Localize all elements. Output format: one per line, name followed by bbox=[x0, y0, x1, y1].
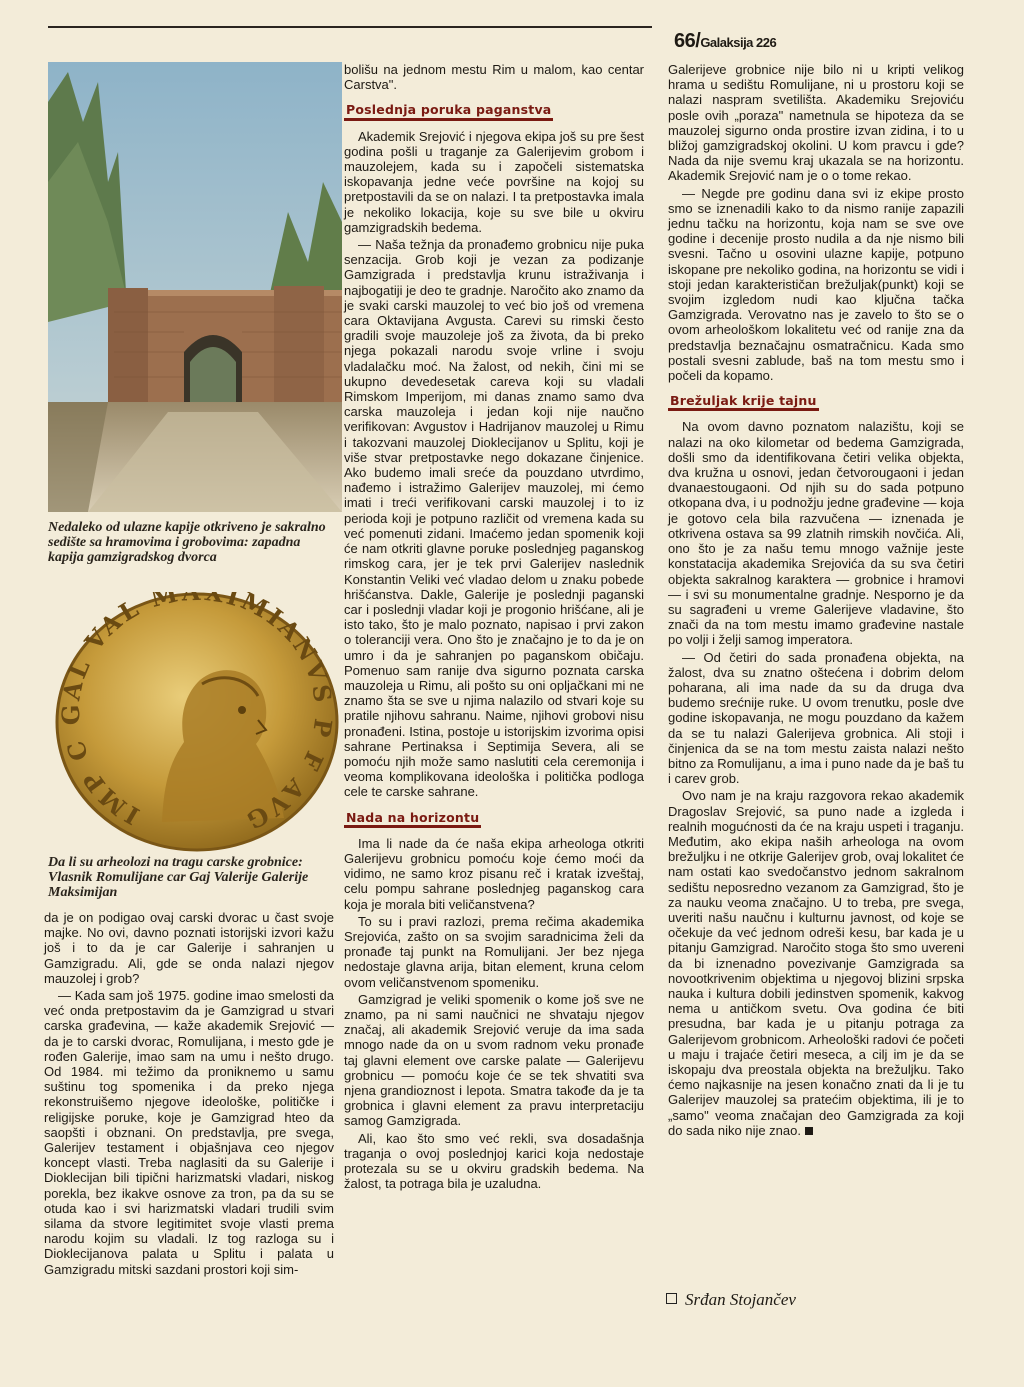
column-2 bbox=[344, 62, 644, 1193]
folio-issue: 226 bbox=[756, 35, 777, 50]
folio-number: 66/ bbox=[674, 30, 701, 52]
col2-section2-paragraph-1: Ima li nade da će naša ekipa arheologa otkriti Galerijevu grobnicu pomoću koje ćemo moći da vidimo, ne samo kroz pisanu reč i kratak izveštaj, celu pompu sahrane poslednjeg paganskog cara koja je morala biti veličanstvena? bbox=[344, 835, 644, 912]
col2-section2-paragraph-2: To su i pravi razlozi, prema rečima akademika Srejovića, zašto on sa svojim saradnicima želi da pronađe taj punkt na Romulijani. Jer bez njega nedostaje glavna arija, bitan element, kruna celom ovom veličanstvenom spomeniku. bbox=[344, 913, 644, 990]
col3-section1-paragraph-2: — Negde pre godinu dana svi iz ekipe prosto smo se iznenadili kako to da nismo ranije zapazili jednu tačku na horizontu, koja nam se sve ove godine i decenije prosto nudila a da nje nismo bili svesni. Tačno u osovini ulazne kapije, potpuno iskopane pre nekoliko godina, na horizontu se vidi i stoji jedan karakterističan brežuljak(punkt) koji se svojim izgledom nudi kao ključna tačka Gamzigrada. Verovatno nas je zavelo to što se o ovom arheološkom lokalitetu već od ranije zna da predstavlja beznačajnu osmatračnicu. Kada smo postali svesni zablude, baš na tom mestu smo i počeli da kopamo. bbox=[668, 185, 964, 384]
subheading-hope-horizon: Nada na horizontu bbox=[344, 810, 481, 828]
col2-section1-paragraph-1: Akademik Srejović i njegova ekipa još su pre šest godina pošli u traganje za Galerijevim grobom i mauzolejem, kada su i započeli sistematska iskopavanja jedne veće površine na kojoj su pretpostavili da se on nalazi. I ta pretpostavka imala je nekoliko lokacija, koje su sve bile u okviru gamzigradskih bedema. bbox=[344, 128, 644, 235]
author-name: Srđan Stojančev bbox=[685, 1290, 796, 1309]
coin-drawing bbox=[52, 592, 342, 852]
gate-photo-image bbox=[48, 62, 342, 512]
column-1 bbox=[44, 910, 334, 1279]
coin-image bbox=[52, 592, 342, 852]
photo-caption: Nedaleko od ulazne kapije otkriveno je sakralno sedište sa hramovima i grobovima: zapadna kapija gamzigradskog dvorca bbox=[48, 520, 326, 565]
byline-box-icon bbox=[666, 1293, 677, 1304]
end-mark-icon bbox=[805, 1127, 813, 1135]
col1-paragraph-1: da je on podigao ovaj carski dvorac u čast svoje majke. No ovi, davno poznati istorijski izvori kažu još i to da je car Galerije i sahranjen u Gamzigradu. Ali, gde se onda nalazi njegov mauzolej i grob? bbox=[44, 910, 334, 986]
col2-section1-paragraph-2: — Naša težnja da pronađemo grobnicu nije puka senzacija. Grob koji je vezan za podizanje Gamzigrada i predstavlja krunu istraživanja i najbogatiji je deo te gradnje. Naročito ako znamo da je svaki carski mauzolej to već bio još od vremena cara Oktavijana Avgusta. Carevi su rimski često gradili svoje mauzoleje još za života, da bi preko njega pokazali narodu svoje vrline i svoju vladalačku moć. Na žalost, od nekih, čini mi se ukupno devedesetak careva koji su vladali Rimskom Imperijom, mi danas znamo samo dva carska mauzoleja i jedan koji nije naučno verifikovan: Avgustov i Hadrijanov mauzolej u Rimu i takozvani mauzolej Dioklecijanov u Splitu, koji je više stvar pretpostavke nego dokazane činjenice. Ako budemo imali sreće da pouzdano utvrdimo, nađemo i istražimo Galerijev mauzolej, mi ćemo imati i treći verifikovani carski mauzolej i to iz perioda koji je potpuno različit od vremena kada su već pomenuti zidani. Imaćemo jedan spomenik koji će nam otkriti glavne poruke poslednjeg paganskog rimskog cara, jer je tek prvi Galerijev naslednik Konstantin Veliki već vladao delom u znaku pobede hrišćanstva. Dakle, Galerije je poslednji paganski car i poslednji vladar koji je progonio hrišćane, ali je isto tako, što je malo poznato, napisao i prvi zakon o toleranciji vera. Ono što je značajno je to da je on umro i da je sahranjen po paganskom običaju. Pomenuo sam ranije dva sigurno poznata carska mauzoleja u Rimu, ali pošto su oni opljačkani mi ne znamo šta se sve u njima nalazilo od stvari koje su pratile njihovu sahranu. Naime, njihovi grobovi nisu pronađeni. Istina, postoje u istorijskim izvorima opisi sahrane Pertinaksa i Septimija Severa, ali se pomoću njih može samo naslutiti cela ceremonija i veoma komplikovana ideološka i politička podloga cele te carske sahrane. bbox=[344, 237, 644, 800]
column-3 bbox=[668, 62, 964, 1140]
col2-section2-paragraph-3: Gamzigrad je veliki spomenik o kome još sve ne znamo, pa ni sami naučnici ne shvataju njegov značaj, ali akademik Srejović veruje da ima sada mnogo nade da on u svom radnom veku pronađe taj glavni element ove carske palate — Galerijevu grobnicu — pomoću koje će se tek shvatiti sva njena grandioznost i lepota. Smatra takođe da je ta grobnica i glavni element za pravu interpretaciju samog Gamzigrada. bbox=[344, 991, 644, 1129]
coin-caption: Da li su arheolozi na tragu carske grobnice: Vlasnik Romulijane car Gaj Valerije Galerije Maksimijan bbox=[48, 855, 309, 900]
col3-section1-paragraph-1: Galerijeve grobnice nije bilo ni u kripti velikog hrama u sedištu Romulijane, ni u prostoru koji se nalazi naspram svetilišta. Akademiku Srejoviću posle ovih „poraza" nametnula se hipoteza da se mauzolej sigurno onda prostire izvan zidina, i to u bližoj gamzigradskoj okolini. U kom pravcu i gde? Nada da nije svemu kraj ukazala se na horizontu. Akademik Srejović nam je o o tome rekao. bbox=[668, 62, 964, 184]
author-byline bbox=[666, 1290, 796, 1310]
col3-section2-paragraph-3 bbox=[668, 788, 964, 1138]
col3-closing-text: Ovo nam je na kraju razgovora rekao akademik Dragoslav Srejović, sa puno nade a izgleda i realnih mogućnosti da će na kraju uspeti i traganju. Međutim, ako ekipa naših arheologa na ovom brežuljku i ne otkrije Galerijev grob, ovaj lokalitet će nam ostati kao svedočanstvo jednom sakralnom sedištu neposredno vezanom za Gamzigrad, što je za nauku veoma značajno. U to treba, pre svega, uveriti našu naučnu i kulturnu javnost, od koje se očekuje da već jednom odreši kesu, bar kada je u pitanju Gamzigrad. Naročito stoga što smo uvereni da bi iznenadno povezivanje Gamzigrada sa novootkrivenim objektima u njegovoj blizini srpska nauka i kultura dobili jedinstven spomenik, kakvog nema u antičkom svetu. Ova godina će biti presudna, bar kada je u pitanju potraga za Galerijevom grobnicom. Arheološki radovi će početi u maju i trajaće četiri meseca, a cilj im je da se iskopaju dva preostala objekta na brežuljku. Tako ćemo najkasnije na jesen konačno znati da li je tu Galerijev mauzolej sa pratećim objektima, ili je to „samo" veoma značajan deo Gamzigrada za koji do sada niko nije znao. bbox=[668, 788, 964, 1138]
col3-section2-paragraph-1: Na ovom davno poznatom nalazištu, koji se nalazi na oko kilometar od bedema Gamzigrada, došli smo da identifikovana četiri velika objekta, dva kružna u osnovi, jedan četvorougaoni i jedan dvanaestougaoni. Od njih su do sada potpuno otkopana dva, i u podnožju jedne građevine — koja je gotovo cela bila razvučena — iznenada je otkrivena ostava sa 99 zlatnih rimskih novčića. Ali, ono što je za našu temu mnogo važnije jeste konstatacija akademika Srejovića da su sva četiri objekta sakralnog karaktera — grobnice i hramovi — i svi su monumentalne gradnje. Nesporno je da su sagrađeni u vreme Galerijeve vladavine, što znači da na tom mestu imamo građevine nastale po volji i želji samog imperatora. bbox=[668, 419, 964, 648]
col3-section2-paragraph-2: — Od četiri do sada pronađena objekta, na žalost, dva su znatno oštećena i dobrim delom poharana, ali ima nade da su da druga dva budemo srećnije ruke. U ovom trenutku, posle dve godine iskopavanja, ne mogu pouzdano da kažem da se tu nalazi Galerijeva grobnica. Ali stoji i činjenica da se na tom mestu zaista nalazi nešto bitno za Romulijanu, a ima i puno nade da je baš tu i carev grob. bbox=[668, 649, 964, 787]
col2-intro: bolišu na jednom mestu Rim u malom, kao centar Carstva". bbox=[344, 62, 644, 93]
coin-legend: IMP C GAL VAL M XIMIANVS P F AVG bbox=[55, 592, 339, 837]
gate-photo bbox=[48, 62, 342, 512]
subheading-hill-secret: Brežuljak krije tajnu bbox=[668, 393, 819, 411]
folio-magazine: Galaksija bbox=[700, 35, 753, 50]
col1-paragraph-2: — Kada sam još 1975. godine imao smelosti da već onda pretpostavim da je Gamzigrad u stvari carska građevina, — kaže akademik Srejović — da je to carski dvorac, Romulijana, i mesto gde je rođen Galerije, imao sam na umu i nešto drugo. Od 1984. mi težimo da proniknemo u samu suštinu tog spomenika i da preko njega rekonstruišemo njegove ideološke, političke i religijske poruke, koje je Gamzigrad hteo da saopšti i obznani. On predstavlja, pre svega, Galerijev testament i objašnjava ceo njegov koncept vlasti. Treba naglasiti da su Galerije i Dioklecijan bili tipični harizmatski vladari, niskog porekla, bez ikakve osnove za tron, pa da su se otuda kao i svi harizmatski vladari trudili svim silama da stvore legitimitet svoje vlasti prema narodu kojim su vladali. Iz tog razloga su i Dioklecijanova palata u Splitu i palata u Gamzigradu mitski sazdani prostori koji sim- bbox=[44, 988, 334, 1277]
subheading-last-message: Poslednja poruka paganstva bbox=[344, 102, 553, 120]
page-folio bbox=[674, 30, 776, 53]
col2-section2-paragraph-4: Ali, kao što smo već rekli, sva dosadašnja traganja o ovoj poslednjoj karici koja nedostaje protezala su se u okviru gradskih bedema. Na žalost, ta potraga bila je uzaludna. bbox=[344, 1130, 644, 1192]
top-rule bbox=[48, 26, 652, 28]
